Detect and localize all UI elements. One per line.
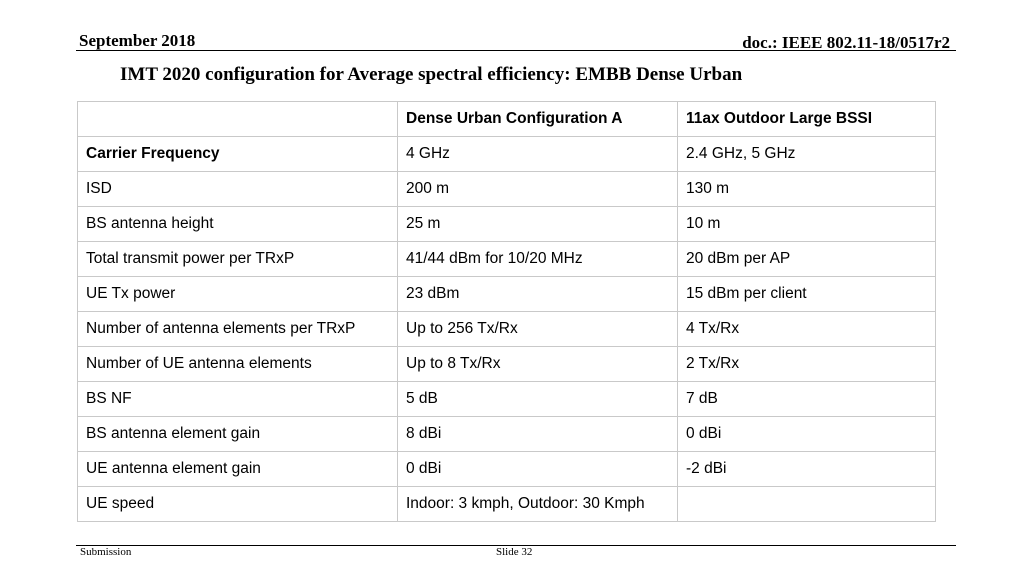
11ax-cell	[678, 487, 936, 522]
table-row	[78, 417, 936, 452]
11ax-cell: 0 dBi	[678, 417, 936, 452]
11ax-cell: 15 dBm per client	[678, 277, 936, 312]
table-row	[78, 172, 936, 207]
config-a-cell: 23 dBm	[398, 277, 678, 312]
table-header-cell: Dense Urban Configuration A	[398, 102, 678, 137]
config-a-cell: 200 m	[398, 172, 678, 207]
table-row	[78, 487, 936, 522]
table-row	[78, 382, 936, 417]
11ax-cell: 2 Tx/Rx	[678, 347, 936, 382]
config-a-cell: Up to 8 Tx/Rx	[398, 347, 678, 382]
footer-submission: Submission	[80, 546, 132, 558]
table-row	[78, 347, 936, 382]
parameter-cell: Total transmit power per TRxP	[78, 242, 398, 277]
slide-number: Slide 32	[496, 546, 533, 558]
parameter-cell: BS antenna height	[78, 207, 398, 242]
parameter-cell: Number of UE antenna elements	[78, 347, 398, 382]
configuration-table	[77, 101, 936, 522]
table-header-cell	[78, 102, 398, 137]
11ax-cell: 10 m	[678, 207, 936, 242]
parameter-cell: Number of antenna elements per TRxP	[78, 312, 398, 347]
table-row	[78, 452, 936, 487]
parameter-cell: UE Tx power	[78, 277, 398, 312]
parameter-cell: ISD	[78, 172, 398, 207]
11ax-cell: 130 m	[678, 172, 936, 207]
config-a-cell: Up to 256 Tx/Rx	[398, 312, 678, 347]
11ax-cell: 4 Tx/Rx	[678, 312, 936, 347]
config-a-cell: Indoor: 3 kmph, Outdoor: 30 Kmph	[398, 487, 678, 522]
header-doc-id: doc.: IEEE 802.11-18/0517r2	[742, 33, 950, 52]
config-a-cell: 8 dBi	[398, 417, 678, 452]
table-row	[78, 312, 936, 347]
table-row	[78, 207, 936, 242]
11ax-cell: -2 dBi	[678, 452, 936, 487]
table-header-row	[78, 102, 936, 137]
table-row	[78, 137, 936, 172]
config-a-cell: 5 dB	[398, 382, 678, 417]
slide-title: IMT 2020 configuration for Average spectral efficiency: EMBB Dense Urban	[120, 64, 743, 85]
parameter-cell: UE speed	[78, 487, 398, 522]
table-row	[78, 242, 936, 277]
11ax-cell: 2.4 GHz, 5 GHz	[678, 137, 936, 172]
11ax-cell: 7 dB	[678, 382, 936, 417]
parameter-cell: BS NF	[78, 382, 398, 417]
header-date: September 2018	[79, 31, 196, 50]
table-header-cell: 11ax Outdoor Large BSSI	[678, 102, 936, 137]
config-a-cell: 4 GHz	[398, 137, 678, 172]
config-a-cell: 0 dBi	[398, 452, 678, 487]
parameter-cell: BS antenna element gain	[78, 417, 398, 452]
11ax-cell: 20 dBm per AP	[678, 242, 936, 277]
parameter-cell: Carrier Frequency	[78, 137, 398, 172]
config-a-cell: 25 m	[398, 207, 678, 242]
config-a-cell: 41/44 dBm for 10/20 MHz	[398, 242, 678, 277]
header-divider	[76, 50, 956, 51]
table-row	[78, 277, 936, 312]
parameter-cell: UE antenna element gain	[78, 452, 398, 487]
